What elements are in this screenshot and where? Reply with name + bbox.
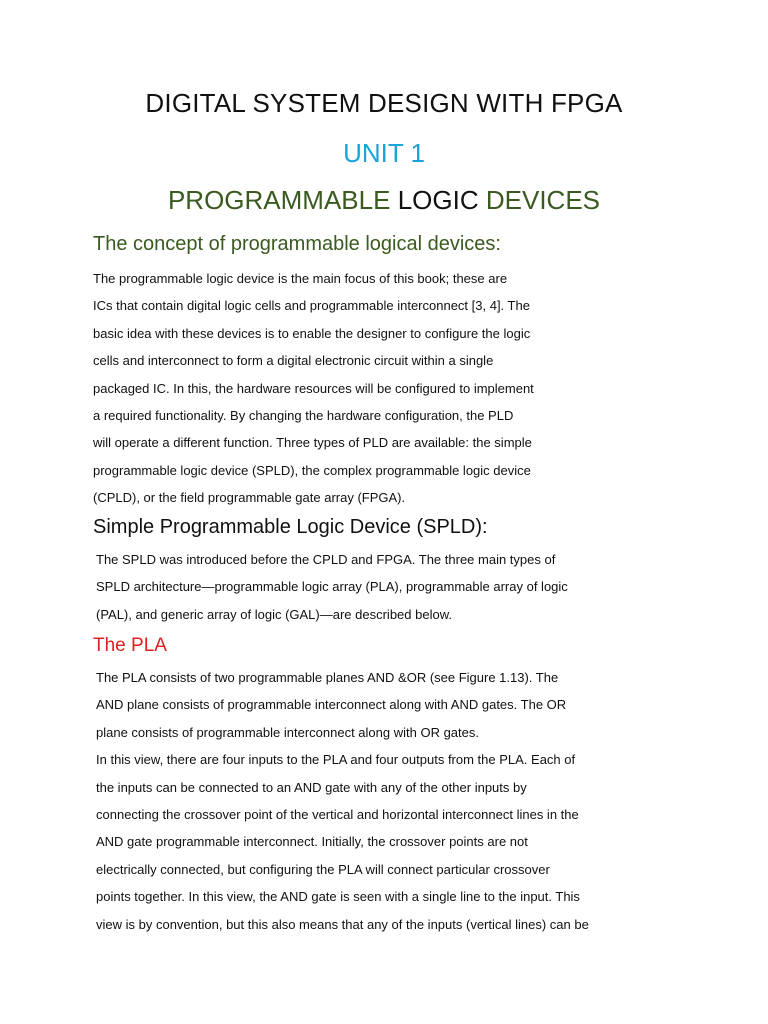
paragraph-line: programmable logic device (SPLD), the complex programmable logic device xyxy=(93,462,531,478)
unit-label: UNIT 1 xyxy=(343,138,425,168)
paragraph-line: connecting the crossover point of the vertical and horizontal interconnect lines in the xyxy=(96,807,579,823)
paragraph-line: the inputs can be connected to an AND gate with any of the other inputs by xyxy=(96,779,527,795)
paragraph-line: ICs that contain digital logic cells and programmable interconnect [3, 4]. The xyxy=(93,298,530,314)
section-paragraph-concept xyxy=(93,265,534,512)
section-paragraph-spld xyxy=(96,546,568,628)
paragraph-line: view is by convention, but this also means that any of the inputs (vertical lines) can be xyxy=(96,916,589,932)
paragraph-line: a required functionality. By changing the hardware configuration, the PLD xyxy=(93,408,514,424)
paragraph-line: In this view, there are four inputs to the PLA and four outputs from the PLA. Each of xyxy=(96,752,576,768)
paragraph-line: The PLA consists of two programmable planes AND &OR (see Figure 1.13). The xyxy=(96,670,559,685)
paragraph-line: (PAL), and generic array of logic (GAL)—are described below. xyxy=(96,606,452,622)
paragraph-line: The programmable logic device is the main focus of this book; these are xyxy=(93,271,508,286)
paragraph-line: basic idea with these devices is to enable the designer to configure the logic xyxy=(93,325,531,341)
section-paragraph-pla xyxy=(96,664,589,938)
section-heading-concept: The concept of programmable logical devices: xyxy=(93,233,501,255)
chapter-title-part1: PROGRAMMABLE xyxy=(167,185,391,215)
paragraph-line: AND plane consists of programmable interconnect along with AND gates. The OR xyxy=(96,697,567,713)
paragraph-line: will operate a different function. Three types of PLD are available: the simple xyxy=(93,435,532,451)
paragraph-line: electrically connected, but configuring the PLA will connect particular crossover xyxy=(96,861,550,877)
chapter-title xyxy=(0,185,768,216)
chapter-title-part2: LOGIC xyxy=(397,185,479,215)
paragraph-line: points together. In this view, the AND gate is seen with a single line to the input. This xyxy=(96,889,580,905)
paragraph-line: cells and interconnect to form a digital electronic circuit within a single xyxy=(93,353,494,369)
paragraph-line: plane consists of programmable interconnect along with OR gates. xyxy=(96,724,479,740)
paragraph-line: packaged IC. In this, the hardware resources will be configured to implement xyxy=(93,380,534,396)
paragraph-line: AND gate programmable interconnect. Initially, the crossover points are not xyxy=(96,834,528,850)
paragraph-line: (CPLD), or the field programmable gate array (FPGA). xyxy=(93,490,406,506)
chapter-title-part3: DEVICES xyxy=(485,185,601,215)
section-heading-pla: The PLA xyxy=(93,635,167,656)
document-title: DIGITAL SYSTEM DESIGN WITH FPGA xyxy=(145,88,623,118)
paragraph-line: SPLD architecture—programmable logic array (PLA), programmable array of logic xyxy=(96,579,568,595)
paragraph-line: The SPLD was introduced before the CPLD and FPGA. The three main types of xyxy=(96,552,556,567)
section-heading-spld: Simple Programmable Logic Device (SPLD): xyxy=(93,516,488,538)
